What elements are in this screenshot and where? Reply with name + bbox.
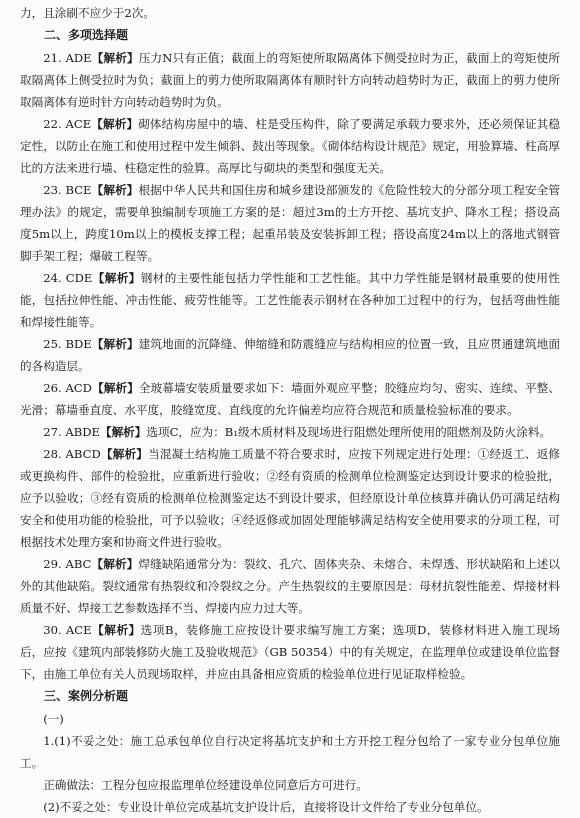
- item-number: 24.: [43, 271, 62, 285]
- answer-item-21: [20, 47, 560, 113]
- item-number: 27.: [43, 425, 62, 439]
- item-tag: 【解析】: [99, 425, 147, 439]
- item-answer: ADE: [65, 51, 92, 65]
- item-answer: BDE: [65, 337, 92, 351]
- item-text: 钢材的主要性能包括力学性能和工艺性能。其中力学性能是钢材最重要的使用性能，包括拉伸性能、冲击性能、疲劳性能等。工艺性能表示钢材在各种加工过程中的行为，包括弯曲性能和焊接性能等。: [20, 271, 560, 329]
- case-label: (一): [43, 712, 64, 726]
- answer-item-28: [20, 443, 560, 553]
- answer-item-27: [20, 421, 560, 443]
- item-answer: ABCD: [65, 447, 101, 461]
- item-tag: 【解析】: [100, 447, 149, 461]
- section-title-multiple-choice: 二、多项选择题: [44, 28, 129, 42]
- item-text: 建筑地面的沉降缝、伸缩缝和防震缝应与结构相应的位置一致，且应贯通建筑地面的各构造层。: [20, 337, 560, 373]
- item-answer: ABDE: [65, 425, 100, 439]
- item-answer: ACD: [65, 381, 92, 395]
- case-line-3: (2)不妥之处：专业设计单位完成基坑支护设计后，直接将设计文件给了专业分包单位。: [43, 800, 489, 814]
- item-number: 21.: [43, 51, 62, 65]
- answer-item-30: [20, 619, 560, 685]
- item-text: 根据中华人民共和国住房和城乡建设部颁发的《危险性较大的分部分项工程安全管理办法》的规定，需要单独编制专项施工方案的是：超过3m的土方开挖、基坑支护、降水工程；搭设高度5m以上，跨度10m以上的模板支撑工程；起重吊装及安装拆卸工程；搭设高度24m以上的落地式钢管脚手架工程；爆破工程等。: [20, 183, 560, 263]
- item-tag: 【解析】: [92, 271, 141, 285]
- answer-item-23: [20, 179, 560, 267]
- item-text: 当混凝土结构施工质量不符合要求时，应按下列规定进行处理：①经返工、返修或更换构件、部件的检验批，应重新进行验收；②经有资质的检测单位检测鉴定达到设计要求的检验批，应予以验收；③经有资质的检测单位检测鉴定达不到设计要求，但经原设计单位核算并确认仍可满足结构安全和使用功能的检验批，可予以验收；④经返修或加固处理能够满足结构安全使用要求的分项工程，可根据技术处理方案和协商文件进行验收。: [20, 447, 560, 549]
- answer-item-25: [20, 333, 560, 377]
- item-tag: 【解析】: [91, 337, 139, 351]
- item-number: 23.: [43, 183, 62, 197]
- item-text: 选项B，装修施工应按设计要求编写施工方案；选项D，装修材料进入施工现场后，应按《建筑内部装修防火施工及验收规范》（GB 50354）中的有关规定，在监理单位或建设单位监督下，由施工单位有关人员现场取样，并应由具备相应资质的检验单位进行见证取样检验。: [20, 623, 560, 681]
- item-number: 30.: [43, 623, 62, 637]
- section-title-case-analysis: 三、案例分析题: [44, 689, 129, 703]
- item-answer: ACE: [65, 623, 92, 637]
- item-text: 砌体结构房屋中的墙、柱是受压构件，除了要满足承载力要求外，还必须保证其稳定性，以防止在施工和使用过程中发生倾斜、鼓出等现象。《砌体结构设计规范》规定，用验算墙、柱高厚比的方法来进行墙、柱稳定性的验算。高厚比与砌块的类型和强度无关。: [20, 117, 560, 175]
- item-text: 压力N只有正值；截面上的弯矩使所取隔离体下侧受拉时为正，截面上的弯矩使所取隔离体上侧受拉时为负；截面上的剪力使所取隔离体有顺时针方向转动趋势时为正，截面上的剪力使所取隔离体有逆时针方向转动趋势时为负。: [20, 51, 560, 109]
- case-line-1: 1.(1)不妥之处：施工总承包单位自行决定将基坑支护和土方开挖工程分包给了一家专业分包单位施工。: [20, 734, 560, 770]
- answer-item-26: [20, 377, 560, 421]
- item-number: 28.: [43, 447, 62, 461]
- item-tag: 【解析】: [91, 183, 139, 197]
- item-tag: 【解析】: [91, 623, 141, 637]
- item-number: 29.: [43, 557, 62, 571]
- top-line: 力，且涂刷不应少于2次。: [20, 6, 155, 20]
- answer-item-29: [20, 553, 560, 619]
- item-tag: 【解析】: [91, 557, 139, 571]
- item-answer: ACE: [65, 117, 92, 131]
- item-text: 焊缝缺陷通常分为：裂纹、孔穴、固体夹杂、未熔合、未焊透、形状缺陷和上述以外的其他缺陷。裂纹通常有热裂纹和冷裂纹之分。产生热裂纹的主要原因是：母材抗裂性能差、焊接材料质量不好、焊接工艺参数选择不当、焊接内应力过大等。: [20, 557, 560, 615]
- item-text: 选项C，应为：B₁级木质材料及现场进行阻燃处理所使用的阻燃剂及防火涂料。: [146, 425, 552, 439]
- answer-item-22: [20, 113, 560, 179]
- answer-list: [20, 47, 560, 685]
- item-number: 26.: [43, 381, 62, 395]
- item-number: 22.: [43, 117, 62, 131]
- answer-item-24: [20, 267, 560, 333]
- item-tag: 【解析】: [91, 51, 139, 65]
- item-number: 25.: [43, 337, 62, 351]
- case-line-2: 正确做法：工程分包应报监理单位经建设单位同意后方可进行。: [43, 778, 368, 792]
- item-answer: ABC: [65, 557, 92, 571]
- item-tag: 【解析】: [91, 117, 139, 131]
- item-answer: CDE: [65, 271, 93, 285]
- item-tag: 【解析】: [91, 381, 139, 395]
- item-answer: BCE: [65, 183, 92, 197]
- item-text: 全玻幕墙安装质量要求如下：墙面外观应平整；胶缝应均匀、密实、连续、平整、光滑；幕墙垂直度、水平度，胶缝宽度、直线度的允许偏差均应符合规范和质量检验标准的要求。: [20, 381, 560, 417]
